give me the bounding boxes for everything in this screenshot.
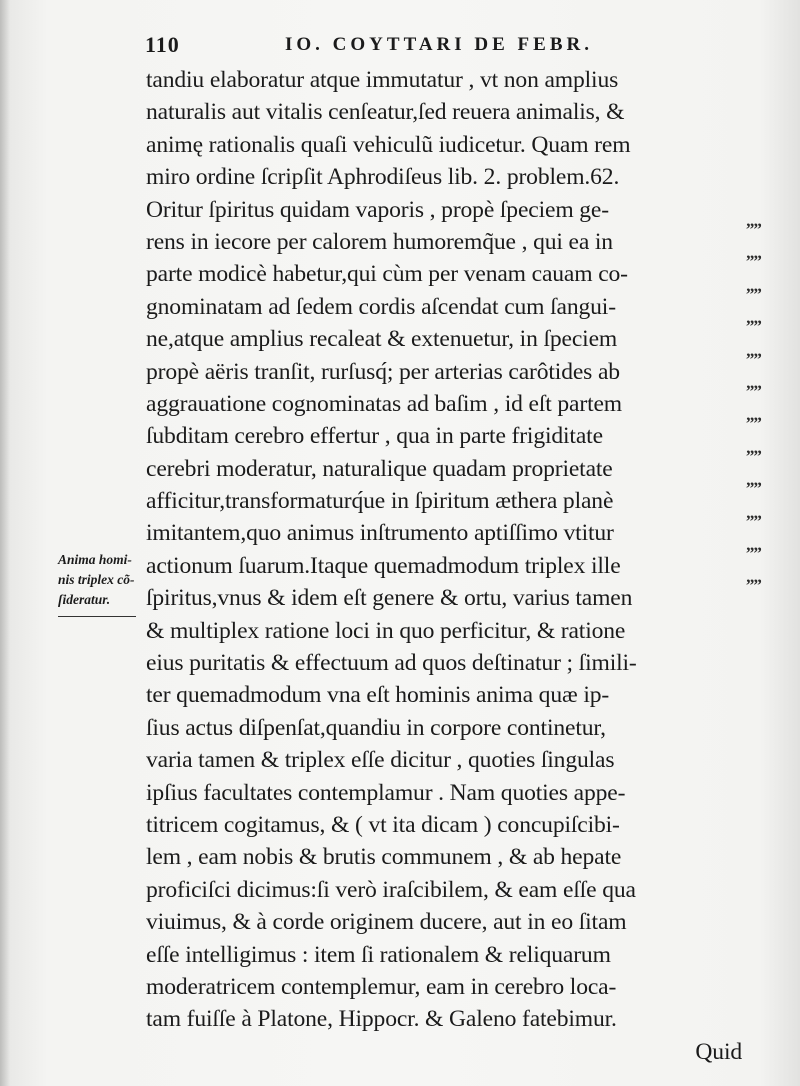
quote-mark: „„	[746, 502, 761, 522]
body-text	[146, 64, 742, 1068]
text-line: titricem cogitamus, & ( vt ita dicam ) concupiſcibi-	[146, 811, 620, 838]
quote-mark: „„	[746, 437, 761, 457]
marginal-note-line: Anima homi-	[58, 552, 132, 567]
quote-mark: „„	[746, 340, 761, 360]
marginal-note-line: nis triplex cõ-	[58, 572, 135, 587]
text-line: miro ordine ſcripſit Aphrodiſeus lib. 2. problem.62.	[146, 164, 620, 191]
text-line: actionum ſuarum.Itaque quemadmodum triplex ille	[146, 552, 621, 579]
text-line: parte modicè habetur,qui cùm per venam cauam co-	[146, 261, 628, 288]
text-line: tandiu elaboratur atque immutatur , vt non amplius	[146, 67, 619, 93]
text-line: gnominatam ad ſedem cordis aſcendat cum ſangui-	[146, 293, 616, 320]
quotation-marks-column	[746, 205, 776, 594]
text-line: ipſius facultates contemplamur . Nam quoties appe-	[146, 779, 626, 806]
quote-mark: „„	[746, 243, 761, 263]
page-number: 110	[145, 32, 180, 57]
text-line: proficiſci dicimus:ſi verò iraſcibilem, & eam eſſe qua	[146, 876, 636, 903]
text-line: ne,atque amplius recaleat & extenuetur, in ſpeciem	[146, 326, 618, 353]
quote-mark: „„	[746, 211, 761, 230]
quote-mark: „„	[746, 534, 761, 554]
page-edge-shadow	[0, 0, 10, 1086]
quote-mark: „„	[746, 372, 761, 392]
text-line: ſubditam cerebro effertur , qua in parte frigiditate	[146, 423, 603, 450]
text-line: rens in iecore per calorem humoremq̃ue , qui ea in	[146, 228, 613, 255]
text-line: eſſe intelligimus : item ſi rationalem & reliquarum	[146, 941, 611, 968]
quote-mark: „„	[746, 470, 761, 490]
text-line: & multiplex ratione loci in quo perficitur, & ratione	[146, 617, 626, 644]
page-header	[145, 32, 745, 62]
running-head: IO. COYTTARI DE FEBR.	[285, 34, 593, 55]
text-line: Oritur ſpiritus quidam vaporis , propè ſpeciem ge-	[146, 196, 609, 223]
text-line: lem , eam nobis & brutis communem , & ab hepate	[146, 844, 622, 871]
catchword: Quid	[695, 1038, 742, 1065]
text-line: animę rationalis quaſi vehiculũ iudicetur. Quam rem	[146, 131, 631, 158]
text-line: ter quemadmodum vna eſt hominis anima quæ ip-	[146, 682, 610, 709]
text-line: imitantem,quo animus inſtrumento aptiſſimo vtitur	[146, 520, 614, 547]
marginal-note-underline	[58, 616, 136, 617]
marginal-note	[58, 550, 148, 610]
quote-mark: „„	[746, 308, 761, 328]
text-line: ſpiritus,vnus & idem eſt genere & ortu, varius tamen	[146, 585, 633, 612]
text-line: eius puritatis & effectuum ad quos deſtinatur ; ſimili-	[146, 650, 637, 677]
quote-mark: „„	[746, 567, 761, 587]
text-line: ſius actus diſpenſat,quandiu in corpore continetur,	[146, 714, 606, 741]
marginal-note-line: ſideratur.	[58, 592, 111, 607]
text-line: tam fuiſſe à Platone, Hippocr. & Galeno fatebimur.	[146, 1006, 617, 1033]
text-line: naturalis aut vitalis cenſeatur,ſed reuera animalis, &	[146, 99, 625, 126]
text-line: propè aëris tranſit, rurſusq́; per arterias carôtides ab	[146, 358, 620, 385]
text-line: moderatricem contemplemur, eam in cerebro loca-	[146, 973, 617, 1000]
quote-mark: „„	[746, 275, 761, 295]
text-line: cerebri moderatur, naturalique quadam proprietate	[146, 455, 613, 482]
text-line: varia tamen & triplex eſſe dicitur , quoties ſingulas	[146, 747, 615, 774]
text-line: aggrauatione cognominatas ad baſim , id eſt partem	[146, 390, 623, 417]
text-line: viuimus, & à corde originem ducere, aut in eo ſitam	[146, 909, 627, 936]
text-line: afficitur,transformaturq́ue in ſpiritum æthera planè	[146, 488, 614, 515]
quote-mark: „„	[746, 405, 761, 425]
